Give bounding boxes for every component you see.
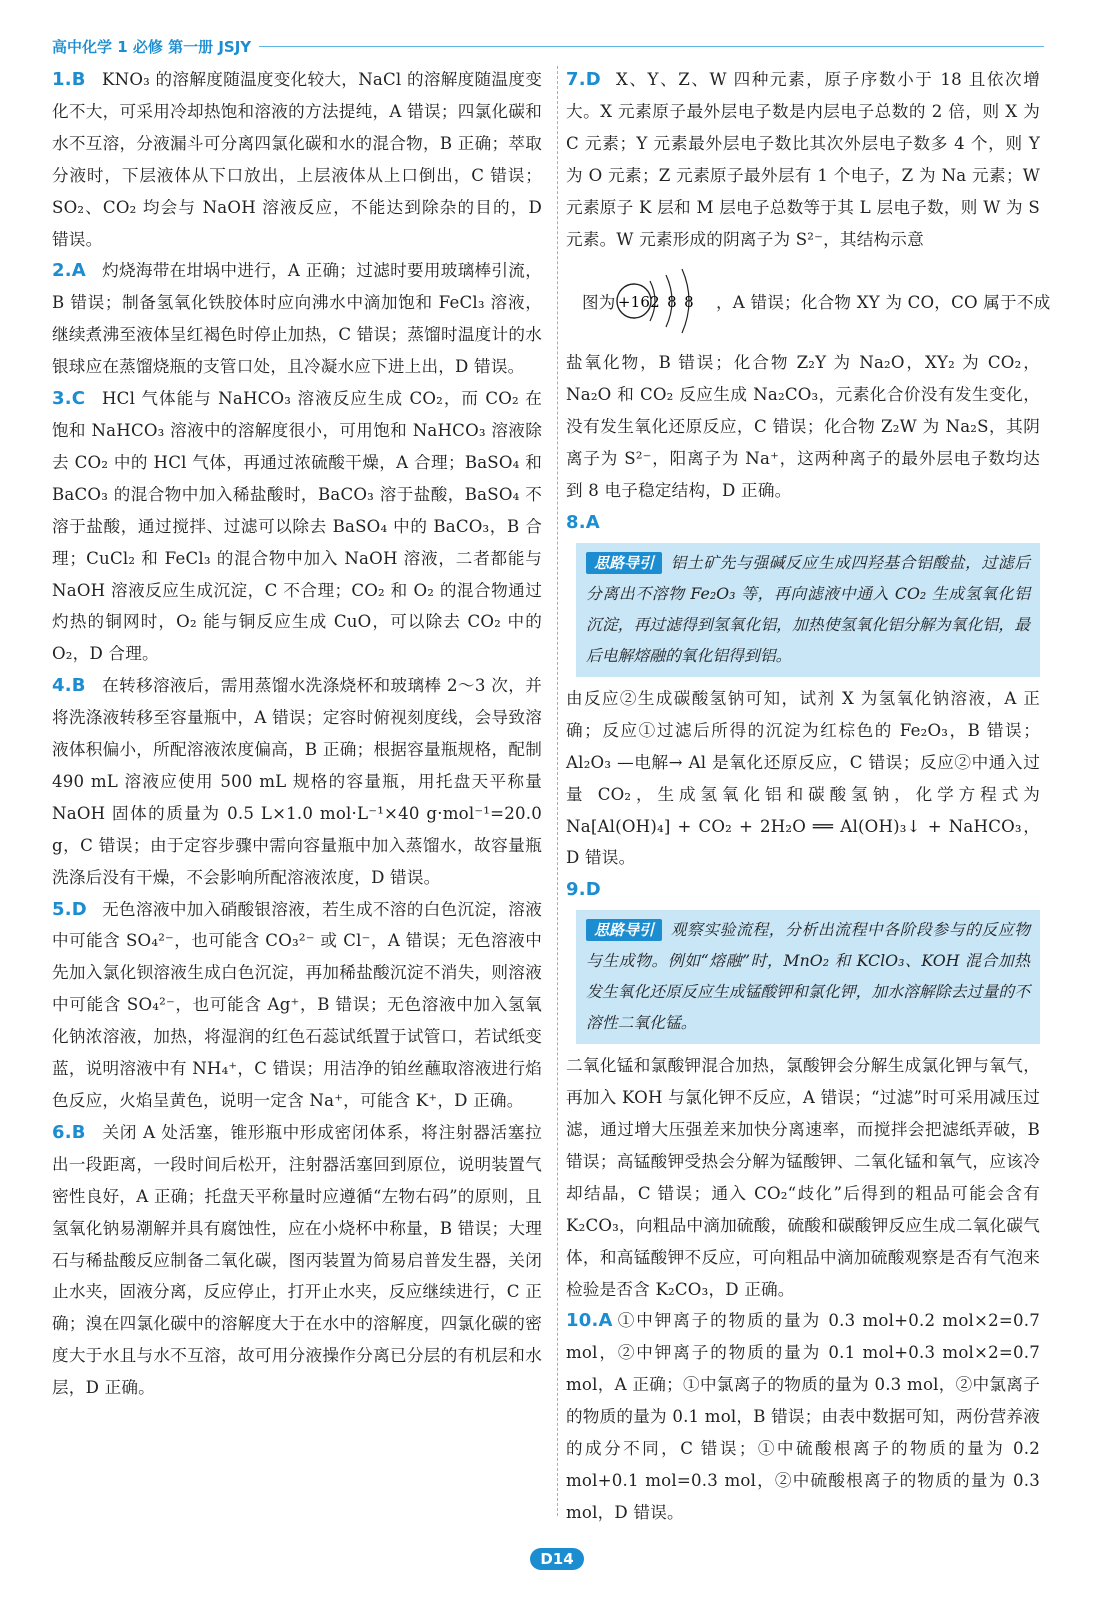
answer-number: 10.A	[566, 1310, 613, 1332]
structure-lead-text: 图为	[582, 293, 616, 313]
structure-trail-text: ，A 错误；化合物 XY 为 CO，CO 属于不成	[716, 293, 1051, 313]
shell-electrons-3: 8	[684, 293, 694, 312]
answer-number: 8.A	[566, 511, 600, 533]
answer-text: HCl 气体能与 NaHCO₃ 溶液反应生成 CO₂，而 CO₂ 在饱和 NaHCO₃ 溶液中的溶解度很小，可用饱和 NaHCO₃ 溶液除去 CO₂ 中的 HCl 气体，再通过浓硫酸干燥，A 合理；BaSO₄ 和 BaCO₃ 的混合物中加入稀盐酸时，BaCO₃ 溶于盐酸，BaSO₄ 不溶于盐酸，通过搅拌、过滤可以除去 BaSO₄ 中的 BaCO₃，B 合理；CuCl₂ 和 FeCl₃ 的混合物中加入 NaOH 溶液，二者都能与 NaOH 溶液反应生成沉淀，C 不合理；CO₂ 和 O₂ 的混合物通过灼热的铜网时，O₂ 能与铜反应生成 CuO，可以除去 CO₂ 中的 O₂，D 合理。	[52, 389, 542, 664]
ion-structure-line	[566, 255, 1051, 347]
answer-number: 6.B	[52, 1121, 86, 1143]
answer-text-continued: 盐氧化物，B 错误；化合物 Z₂Y 为 Na₂O，XY₂ 为 CO₂，Na₂O 和 CO₂ 反应生成 Na₂CO₃，元素化合价没有发生变化，没有发生氧化还原反应，C 错误；化合物 Z₂W 为 Na₂S，其阴离子为 S²⁻，阳离子为 Na⁺，这两种离子的最外层电子数均达到 8 电子稳定结构，D 正确。	[566, 353, 1040, 501]
answer-item-10	[566, 1305, 1040, 1528]
answer-text: ①中钾离子的物质的量为 0.3 mol+0.2 mol×2=0.7 mol，②中钾离子的物质的量为 0.1 mol+0.3 mol×2=0.7 mol，A 正确；①中氯离子的物质的量为 0.3 mol，②中氯离子的物质的量为 0.1 mol，B 错误；由表中数据可知，两份营养液的成分不同，C 错误；①中硫酸根离子的物质的量为 0.2 mol+0.1 mol=0.3 mol，②中硫酸根离子的物质的量为 0.3 mol，D 错误。	[566, 1311, 1040, 1522]
answer-number: 9.D	[566, 879, 601, 901]
answer-item	[52, 383, 542, 670]
thinking-guide-box	[576, 910, 1040, 1044]
answer-number: 4.B	[52, 675, 86, 697]
left-column	[52, 64, 542, 1404]
page-footer	[0, 1548, 1114, 1570]
answer-text: X、Y、Z、W 四种元素，原子序数小于 18 且依次增大。X 元素原子最外层电子数是内层电子总数的 2 倍，则 X 为 C 元素；Y 元素最外层电子数比其次外层电子数多 4 个，则 Y 为 O 元素；Z 元素原子最外层有 1 个电子，Z 为 Na 元素；W 元素原子 K 层和 M 层电子总数等于其 L 层电子数，则 W 为 S 元素。W 元素形成的阴离子为 S²⁻，其结构示意	[566, 70, 1040, 249]
answer-text: 灼烧海带在坩埚中进行，A 正确；过滤时要用玻璃棒引流，B 错误；制备氢氧化铁胶体时应向沸水中滴加饱和 FeCl₃ 溶液，继续煮沸至液体呈红褐色时停止加热，C 错误；蒸馏时温度计的水银球应在蒸馏烧瓶的支管口处，且冷凝水应下进上出，D 错误。	[52, 261, 542, 377]
answer-number: 3.C	[52, 388, 86, 410]
answer-text: 无色溶液中加入硝酸银溶液，若生成不溶的白色沉淀，溶液中可能含 SO₄²⁻，也可能含 CO₃²⁻ 或 Cl⁻，A 错误；无色溶液中先加入氯化钡溶液生成白色沉淀，再加稀盐酸沉淀不消失，则溶液中可能含 SO₄²⁻，也可能含 Ag⁺，B 错误；无色溶液中加入氢氧化钠浓溶液，加热，将湿润的红色石蕊试纸置于试管口，若试纸变蓝，说明溶液中有 NH₄⁺，C 错误；用洁净的铂丝蘸取溶液进行焰色反应，火焰呈黄色，说明一定含 Na⁺，可能含 K⁺，D 正确。	[52, 899, 542, 1110]
nucleus-charge: +16	[617, 293, 651, 312]
answer-item-7	[566, 64, 1040, 255]
sulfide-ion-structure-diagram	[612, 259, 702, 343]
answer-number: 5.D	[52, 898, 87, 920]
guide-text: 观察实验流程，分析出流程中各阶段参与的反应物与生成物。例如“熔融”时，MnO₂ 和 KClO₃、KOH 混合加热发生氧化还原反应生成锰酸钾和氯化钾，加水溶解除去过量的不溶性二氧化锰。	[586, 920, 1030, 1033]
guide-tag: 思路导引	[586, 552, 662, 574]
header-rule	[259, 46, 1044, 47]
answer-item	[52, 894, 542, 1117]
answer-text: 由反应②生成碳酸氢钠可知，试剂 X 为氢氧化钠溶液，A 正确；反应①过滤后所得的沉淀为红棕色的 Fe₂O₃，B 错误；Al₂O₃ —电解→ Al 是氧化还原反应，C 错误；反应②中通入过量 CO₂，生成氢氧化铝和碳酸氢钠，化学方程式为 Na[Al(OH)₄] + CO₂ + 2H₂O ══ Al(OH)₃↓ + NaHCO₃，D 错误。	[566, 688, 1040, 868]
answer-number: 1.B	[52, 69, 86, 90]
answer-item	[52, 670, 542, 893]
answer-number: 2.A	[52, 260, 86, 282]
header-title: 高中化学 1 必修 第一册 JSJY	[52, 37, 252, 56]
shell-electrons-2: 8	[667, 293, 677, 312]
answer-item	[52, 64, 542, 255]
answer-number: 7.D	[566, 69, 601, 90]
right-column	[566, 64, 1051, 1529]
guide-text: 铝土矿先与强碱反应生成四羟基合铝酸盐，过滤后分离出不溶物 Fe₂O₃ 等，再向滤液中通入 CO₂ 生成氢氧化铝沉淀，再过滤得到氢氧化铝，加热使氢氧化铝分解为氧化铝，最后电解熔融的氧化铝得到铝。	[586, 552, 1030, 665]
answer-text: 关闭 A 处活塞，锥形瓶中形成密闭体系，将注射器活塞拉出一段距离，一段时间后松开，注射器活塞回到原位，说明装置气密性良好，A 正确；托盘天平称量时应遵循“左物右码”的原则，且氢氧化钠易潮解并具有腐蚀性，应在小烧杯中称量，B 错误；大理石与稀盐酸反应制备二氧化碳，图丙装置为简易启普发生器，关闭止水夹，固液分离，反应停止，打开止水夹，反应继续进行，C 正确；溴在四氯化碳中的溶解度大于在水中的溶解度，四氯化碳的密度大于水且与水不互溶，故可用分液操作分离已分层的有机层和水层，D 正确。	[52, 1122, 542, 1398]
answer-item-9	[566, 874, 1040, 906]
thinking-guide-box	[576, 543, 1040, 677]
answer-text: KNO₃ 的溶解度随温度变化较大，NaCl 的溶解度随温度变化不大，可采用冷却热饱和溶液的方法提纯，A 错误；四氯化碳和水不互溶，分液漏斗可分离四氯化碳和水的混合物，B 正确；萃取分液时，下层液体从下口放出，上层液体从上口倒出，C 错误；SO₂、CO₂ 均会与 NaOH 溶液反应，不能达到除杂的目的，D 错误。	[52, 70, 542, 249]
column-divider	[557, 66, 558, 1516]
answer-item-8	[566, 507, 1040, 539]
answer-text: 在转移溶液后，需用蒸馏水洗涤烧杯和玻璃棒 2～3 次，并将洗涤液转移至容量瓶中，A 错误；定容时俯视刻度线，会导致溶液体积偏小，所配溶液浓度偏高，B 正确；根据容量瓶规格，配制 490 mL 溶液应使用 500 mL 规格的容量瓶，用托盘天平称量 NaOH 固体的质量为 0.5 L×1.0 mol·L⁻¹×40 g·mol⁻¹=20.0 g，C 错误；由于定容步骤中需向容量瓶中加入蒸馏水，故容量瓶洗涤后没有干燥，不会影响所配溶液浓度，D 错误。	[52, 676, 542, 887]
answer-item	[52, 1117, 542, 1404]
answer-text: 二氧化锰和氯酸钾混合加热，氯酸钾会分解生成氯化钾与氧气，再加入 KOH 与氯化钾不反应，A 错误；“过滤”时可采用减压过滤，通过增大压强差来加快分离速率，而搅拌会把滤纸弄破，B 错误；高锰酸钾受热会分解为锰酸钾、二氧化锰和氧气，应该冷却结晶，C 错误；通入 CO₂“歧化”后得到的粗品可能会含有 K₂CO₃，向粗品中滴加硫酸，硫酸和碳酸钾反应生成二氧化碳气体，和高锰酸钾不反应，可向粗品中滴加硫酸观察是否有气泡来检验是否含 K₂CO₃，D 正确。	[566, 1056, 1040, 1299]
guide-tag: 思路导引	[586, 919, 662, 941]
page-number: D14	[530, 1548, 583, 1570]
answer-item	[52, 255, 542, 383]
page-header	[52, 34, 1044, 58]
shell-electrons-1: 2	[650, 293, 660, 312]
